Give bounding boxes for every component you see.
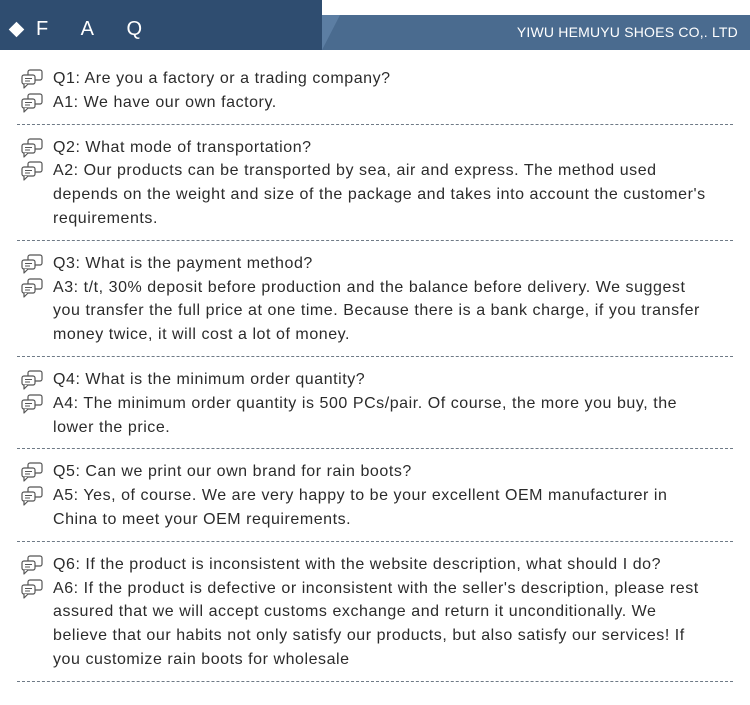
answer-row bbox=[17, 392, 733, 440]
faq-item bbox=[17, 241, 733, 357]
faq-item bbox=[17, 357, 733, 449]
question-text: Q2: What mode of transportation? bbox=[53, 138, 312, 156]
chat-bubble-icon bbox=[21, 555, 43, 575]
chat-bubble-icon bbox=[21, 69, 43, 89]
answer-text: A6: If the product is defective or inconsistent with the seller's description, please rest assured that we will accept customs exchange and return it unconditionally. We believe that our habits not only satisfy our products, but also satisfy our services! If you customize rain boots for wholesale bbox=[53, 579, 699, 668]
faq-item bbox=[17, 449, 733, 541]
chat-bubble-icon bbox=[21, 138, 43, 158]
company-name: YIWU HEMUYU SHOES CO,. LTD bbox=[516, 24, 738, 40]
answer-text: A1: We have our own factory. bbox=[53, 93, 277, 111]
chat-bubble-icon bbox=[21, 161, 43, 181]
answer-text: A4: The minimum order quantity is 500 PCs/pair. Of course, the more you buy, the lower the price. bbox=[53, 394, 678, 436]
answer-row bbox=[17, 484, 733, 532]
faq-title-group bbox=[9, 11, 156, 47]
chat-bubble-icon bbox=[21, 93, 43, 113]
question-text: Q1: Are you a factory or a trading company? bbox=[53, 70, 391, 87]
chat-bubble-icon bbox=[21, 254, 43, 274]
diamond-icon bbox=[9, 21, 25, 37]
answer-row bbox=[17, 91, 733, 115]
answer-text: A5: Yes, of course. We are very happy to be your excellent OEM manufacturer in China to meet your OEM requirements. bbox=[53, 487, 668, 528]
question-row bbox=[17, 553, 733, 577]
question-text: Q4: What is the minimum order quantity? bbox=[53, 370, 366, 388]
chat-bubble-icon bbox=[21, 462, 43, 482]
chat-bubble-icon bbox=[21, 370, 43, 390]
chat-bubble-icon bbox=[21, 486, 43, 506]
answer-text: A2: Our products can be transported by sea, air and express. The method used depends on the weight and size of the package and takes into account the customer's requirements. bbox=[53, 162, 706, 227]
question-row bbox=[17, 252, 733, 276]
question-text: Q3: What is the payment method? bbox=[53, 254, 313, 272]
chat-bubble-icon bbox=[21, 579, 43, 599]
question-text: Q5: Can we print our own brand for rain boots? bbox=[53, 463, 412, 481]
chat-bubble-icon bbox=[21, 394, 43, 414]
answer-row bbox=[17, 276, 733, 347]
faq-item bbox=[17, 125, 733, 241]
question-text: Q6: If the product is inconsistent with the website description, what should I do? bbox=[53, 555, 662, 573]
faq-header bbox=[0, 0, 750, 50]
answer-row bbox=[17, 577, 733, 672]
chat-bubble-icon bbox=[21, 278, 43, 298]
faq-item bbox=[17, 542, 733, 682]
faq-item bbox=[17, 65, 733, 125]
question-row bbox=[17, 368, 733, 392]
faq-title: F A Q bbox=[36, 17, 157, 40]
question-row bbox=[17, 460, 733, 484]
answer-row bbox=[17, 159, 733, 230]
question-row bbox=[17, 136, 733, 160]
faq-list bbox=[0, 65, 750, 682]
answer-text: A3: t/t, 30% deposit before production and the balance before delivery. We suggest you transfer the full price at one time. Because there is a bank charge, if you transfer money twice, it will cost a lot of money. bbox=[53, 278, 700, 344]
question-row bbox=[17, 67, 733, 91]
